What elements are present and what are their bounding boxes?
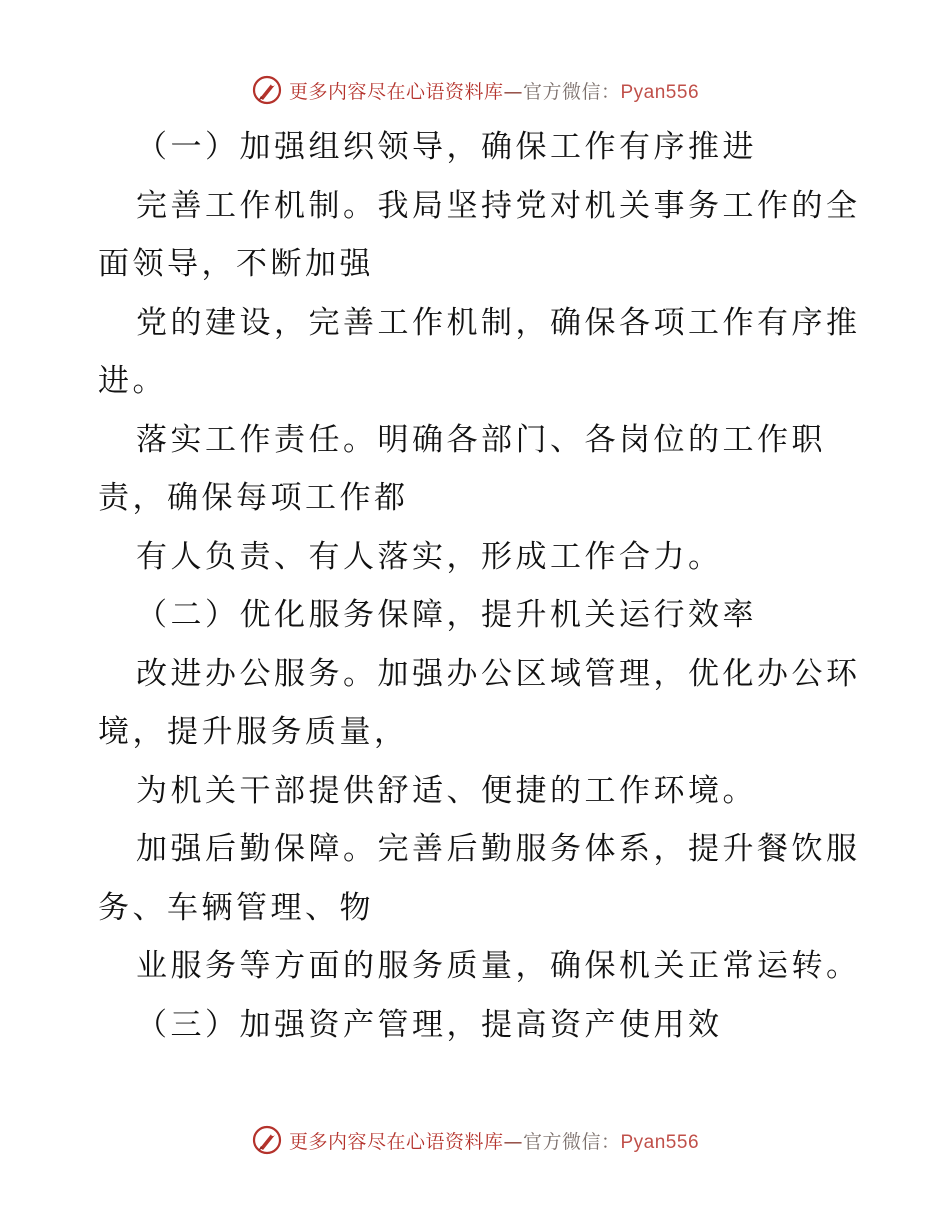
- section-heading: （二）优化服务保障，提升机关运行效率: [136, 597, 757, 633]
- section-heading: （一）加强组织领导，确保工作有序推进: [136, 129, 757, 165]
- paragraph-line: 面领导，不断加强: [98, 246, 374, 282]
- paragraph-line: 完善工作机制。我局坚持党对机关事务工作的全: [136, 187, 861, 224]
- paragraph-line: 改进办公服务。加强办公区域管理，优化办公环: [136, 655, 861, 692]
- banner-wechat-label: 官方微信：: [522, 1130, 621, 1153]
- banner-title: 更多内容尽在心语资料库: [288, 80, 504, 103]
- banner-dash: —: [503, 80, 523, 103]
- paragraph-line: 有人负责、有人落实，形成工作合力。: [136, 538, 723, 575]
- paragraph-line: 责，确保每项工作都: [98, 480, 409, 516]
- paragraph-line: 落实工作责任。明确各部门、各岗位的工作职: [136, 421, 826, 458]
- banner-wechat-id: Pyan556: [620, 1131, 700, 1153]
- paragraph-line: 为机关干部提供舒适、便捷的工作环境。: [136, 772, 757, 809]
- banner-dash: —: [503, 1130, 523, 1153]
- section-heading: （三）加强资产管理，提高资产使用效: [136, 1006, 723, 1043]
- quill-pen-logo-icon: [251, 74, 283, 106]
- paragraph-line: 境，提升服务质量，: [98, 714, 409, 750]
- header-watermark-banner: [0, 70, 950, 110]
- banner-title: 更多内容尽在心语资料库: [288, 1130, 504, 1153]
- paragraph-line: 进。: [98, 363, 167, 399]
- banner-wechat-label: 官方微信：: [522, 80, 621, 103]
- paragraph-line: 业服务等方面的服务质量，确保机关正常运转。: [136, 948, 861, 984]
- paragraph-line: 务、车辆管理、物: [98, 889, 374, 926]
- footer-watermark-banner: [0, 1120, 950, 1160]
- banner-text: [289, 1127, 699, 1154]
- paragraph-line: 加强后勤保障。完善后勤服务体系，提升餐饮服: [136, 831, 861, 867]
- paragraph-line: 党的建设，完善工作机制，确保各项工作有序推: [136, 304, 861, 341]
- document-body: [98, 118, 868, 1054]
- banner-wechat-id: Pyan556: [620, 81, 700, 103]
- quill-pen-logo-icon: [251, 1124, 283, 1156]
- banner-text: [289, 77, 699, 104]
